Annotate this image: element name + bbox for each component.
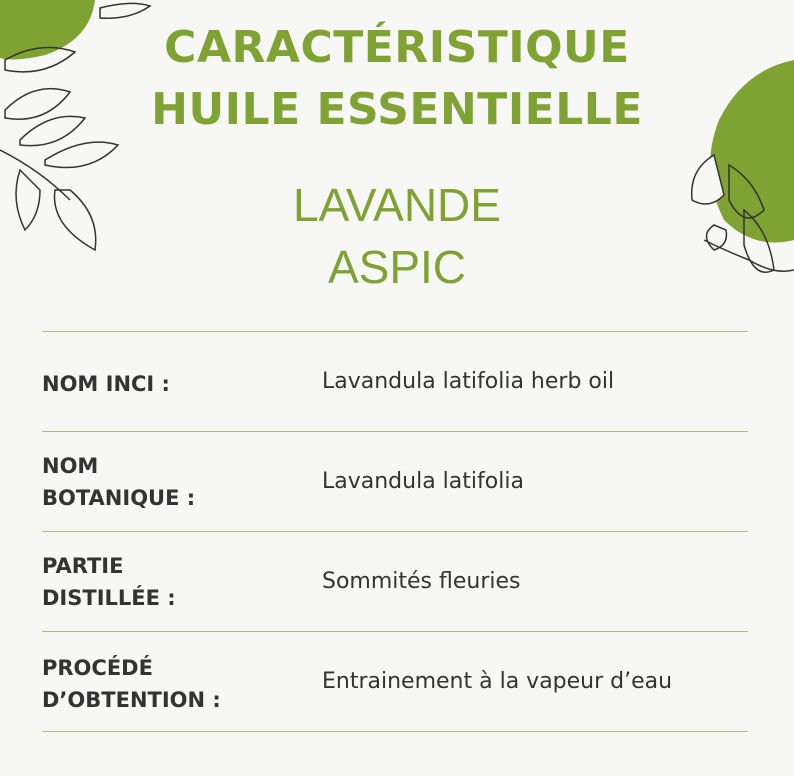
table-divider <box>42 331 748 332</box>
row-label-botanique: NOM BOTANIQUE : <box>42 454 196 510</box>
table-divider <box>42 431 748 432</box>
page-title-line-1: CARACTÉRISTIQUE <box>164 22 630 73</box>
row-value-inci: Lavandula latifolia herb oil <box>322 369 615 394</box>
product-name-line-1: LAVANDE <box>293 179 501 231</box>
row-label-partie-distillee: PARTIE DISTILLÉE : <box>42 554 176 610</box>
row-value-partie-distillee: Sommités fleuries <box>322 569 521 594</box>
table-divider <box>42 631 748 632</box>
table-divider <box>42 531 748 532</box>
row-value-botanique: Lavandula latifolia <box>322 469 524 494</box>
table-divider <box>42 731 748 732</box>
row-value-procede: Entrainement à la vapeur d’eau <box>322 669 673 694</box>
row-label-inci: NOM INCI : <box>42 372 170 396</box>
page-title-line-2: HUILE ESSENTIELLE <box>151 84 643 135</box>
product-name-line-2: ASPIC <box>327 241 467 293</box>
row-label-procede: PROCÉDÉ D’OBTENTION : <box>42 656 221 712</box>
